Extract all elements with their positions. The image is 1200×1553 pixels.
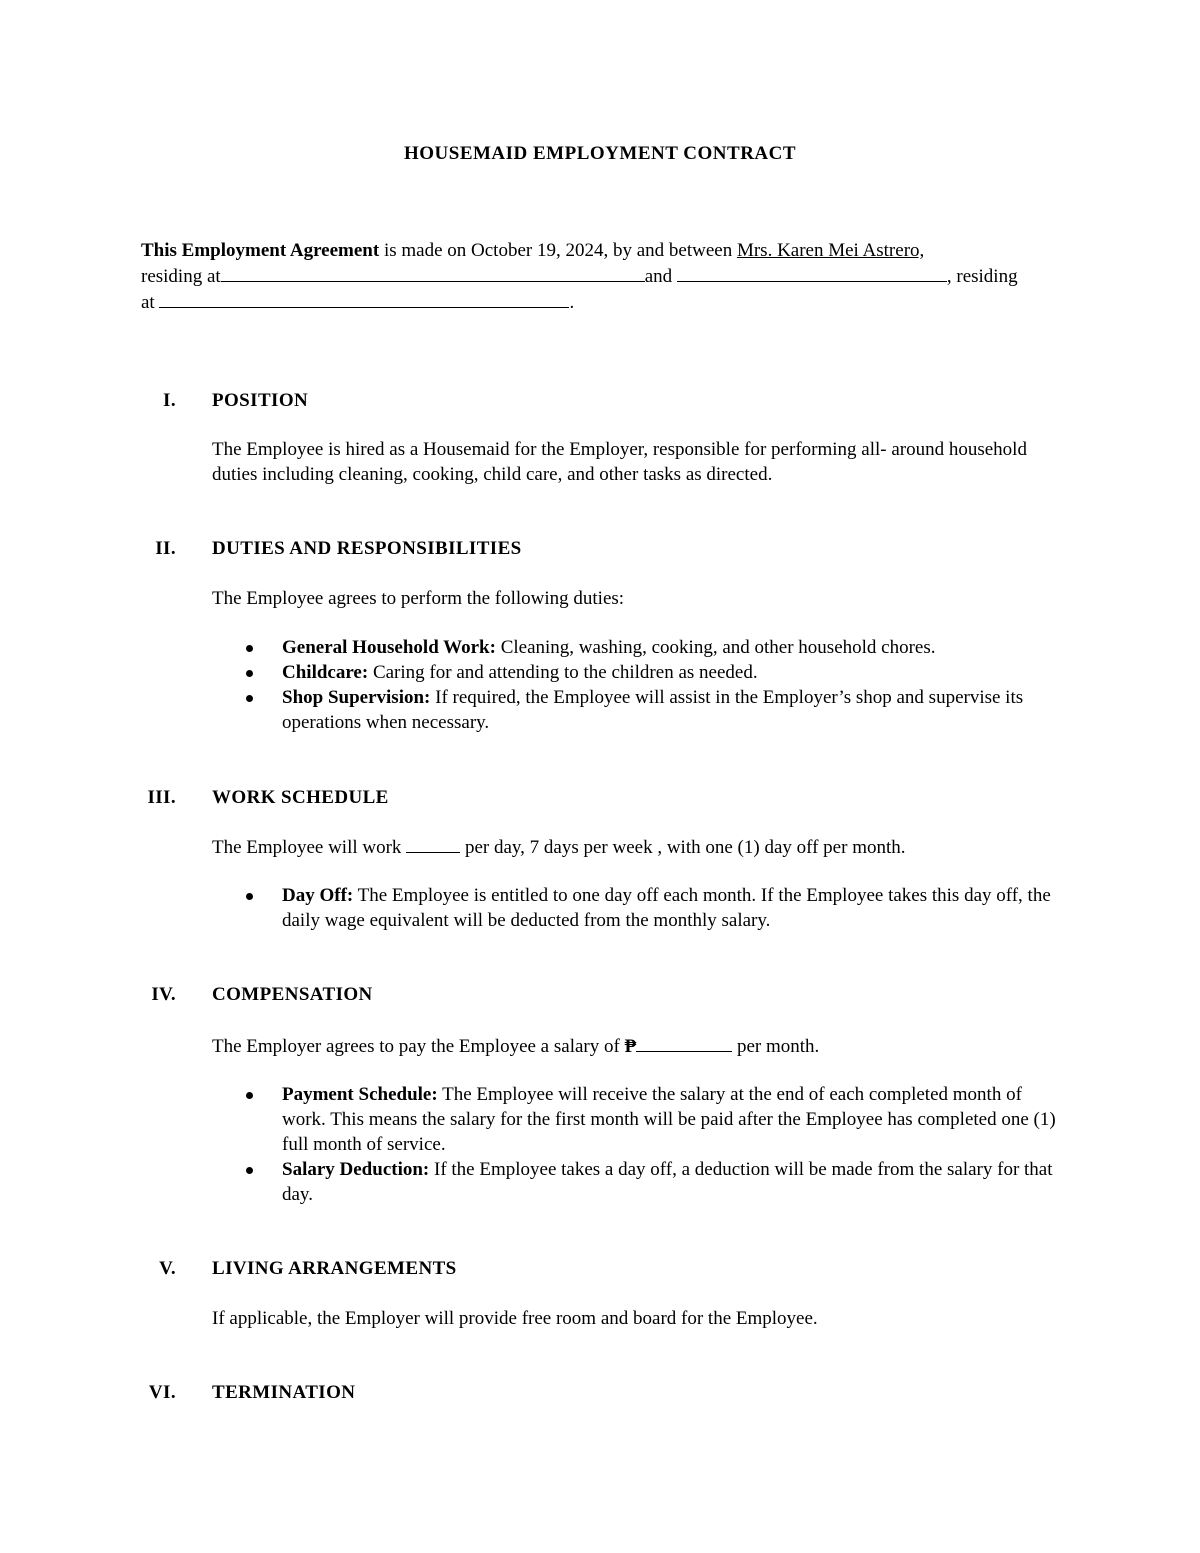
item-text: If the Employee takes a day off, a deduction will be made from the salary for that day. <box>282 1159 1053 1205</box>
employee-name-blank <box>677 263 947 282</box>
item-text: The Employee is entitled to one day off each month. If the Employee takes this day off, the daily wage equivalent will be deducted from the monthly salary. <box>282 885 1051 931</box>
list-item <box>212 1157 1062 1207</box>
salary-blank <box>636 1033 732 1052</box>
document-title: HOUSEMAID EMPLOYMENT CONTRACT <box>403 143 797 164</box>
text-after: per month. <box>732 1036 820 1057</box>
section-number: II. <box>155 538 176 559</box>
section-text: If applicable, the Employer will provide free room and board for the Employee. <box>212 1308 818 1329</box>
item-text: The Employee will receive the salary at the end of each completed month of work. This means the salary for the first month will be paid after the Employee has completed one (1) full month of service. <box>282 1084 1056 1155</box>
section-number: IV. <box>151 984 176 1005</box>
section-work-schedule <box>0 785 1200 931</box>
intro-line-2 <box>141 263 1061 289</box>
schedule-list <box>212 883 1062 933</box>
item-label: Childcare: <box>282 662 369 683</box>
list-item <box>212 685 1062 735</box>
text-before: The Employer agrees to pay the Employee a salary of <box>212 1036 625 1057</box>
hours-blank <box>406 834 460 853</box>
section-duties <box>0 536 1200 733</box>
section-text <box>212 1033 1062 1059</box>
section-number: V. <box>159 1258 176 1279</box>
and-label: and <box>644 266 673 287</box>
section-termination <box>0 1380 1200 1405</box>
section-title: TERMINATION <box>212 1382 356 1403</box>
residing-at-label: residing at <box>141 266 221 287</box>
list-item <box>212 635 1062 660</box>
residing-label: , residing <box>946 266 1018 287</box>
list-item <box>212 883 1062 933</box>
item-text: If required, the Employee will assist in the Employer’s shop and supervise its operations when necessary. <box>282 687 1024 733</box>
section-number: VI. <box>148 1382 176 1403</box>
section-position <box>0 388 1200 485</box>
section-title: POSITION <box>212 390 309 411</box>
item-label: Shop Supervision: <box>282 687 431 708</box>
duties-list <box>212 635 1062 735</box>
section-title: LIVING ARRANGEMENTS <box>212 1258 457 1279</box>
item-text: Caring for and attending to the children as needed. <box>368 662 758 683</box>
section-text: The Employee agrees to perform the following duties: <box>212 588 625 609</box>
item-text: Cleaning, washing, cooking, and other household chores. <box>495 637 936 658</box>
intro-bold-lead: This Employment Agreement <box>141 240 380 261</box>
section-title: WORK SCHEDULE <box>212 787 389 808</box>
section-number: III. <box>147 787 176 808</box>
text-after: per day, 7 days per week , with one (1) day off per month. <box>460 837 906 858</box>
peso-sign: ₱ <box>624 1036 637 1057</box>
compensation-list <box>212 1082 1062 1207</box>
item-label: Day Off: <box>282 885 354 906</box>
intro-period: . <box>569 292 575 313</box>
section-living-arrangements <box>0 1256 1200 1329</box>
at-label: at <box>141 292 155 313</box>
list-item <box>212 660 1062 685</box>
item-label: General Household Work: <box>282 637 496 658</box>
section-compensation <box>0 982 1200 1205</box>
employer-name: Mrs. Karen Mei Astrero, <box>736 240 925 261</box>
text-before: The Employee will work <box>212 837 407 858</box>
section-text <box>212 834 1062 860</box>
intro-paragraph <box>141 238 1061 315</box>
item-label: Salary Deduction: <box>282 1159 430 1180</box>
employer-address-blank <box>221 263 645 282</box>
section-title: DUTIES AND RESPONSIBILITIES <box>212 538 522 559</box>
section-text: The Employee is hired as a Housemaid for the Employer, responsible for performing all- around household duties including cleaning, cooking, child care, and other tasks as directed. <box>212 439 1027 485</box>
intro-line-3 <box>141 289 1061 315</box>
list-item <box>212 1082 1062 1157</box>
intro-line-1 <box>141 238 1061 263</box>
item-label: Payment Schedule: <box>282 1084 438 1105</box>
section-title: COMPENSATION <box>212 984 373 1005</box>
employee-address-blank <box>159 289 569 308</box>
section-number: I. <box>163 390 176 411</box>
intro-text: is made on October 19, 2024, by and between <box>379 240 737 261</box>
